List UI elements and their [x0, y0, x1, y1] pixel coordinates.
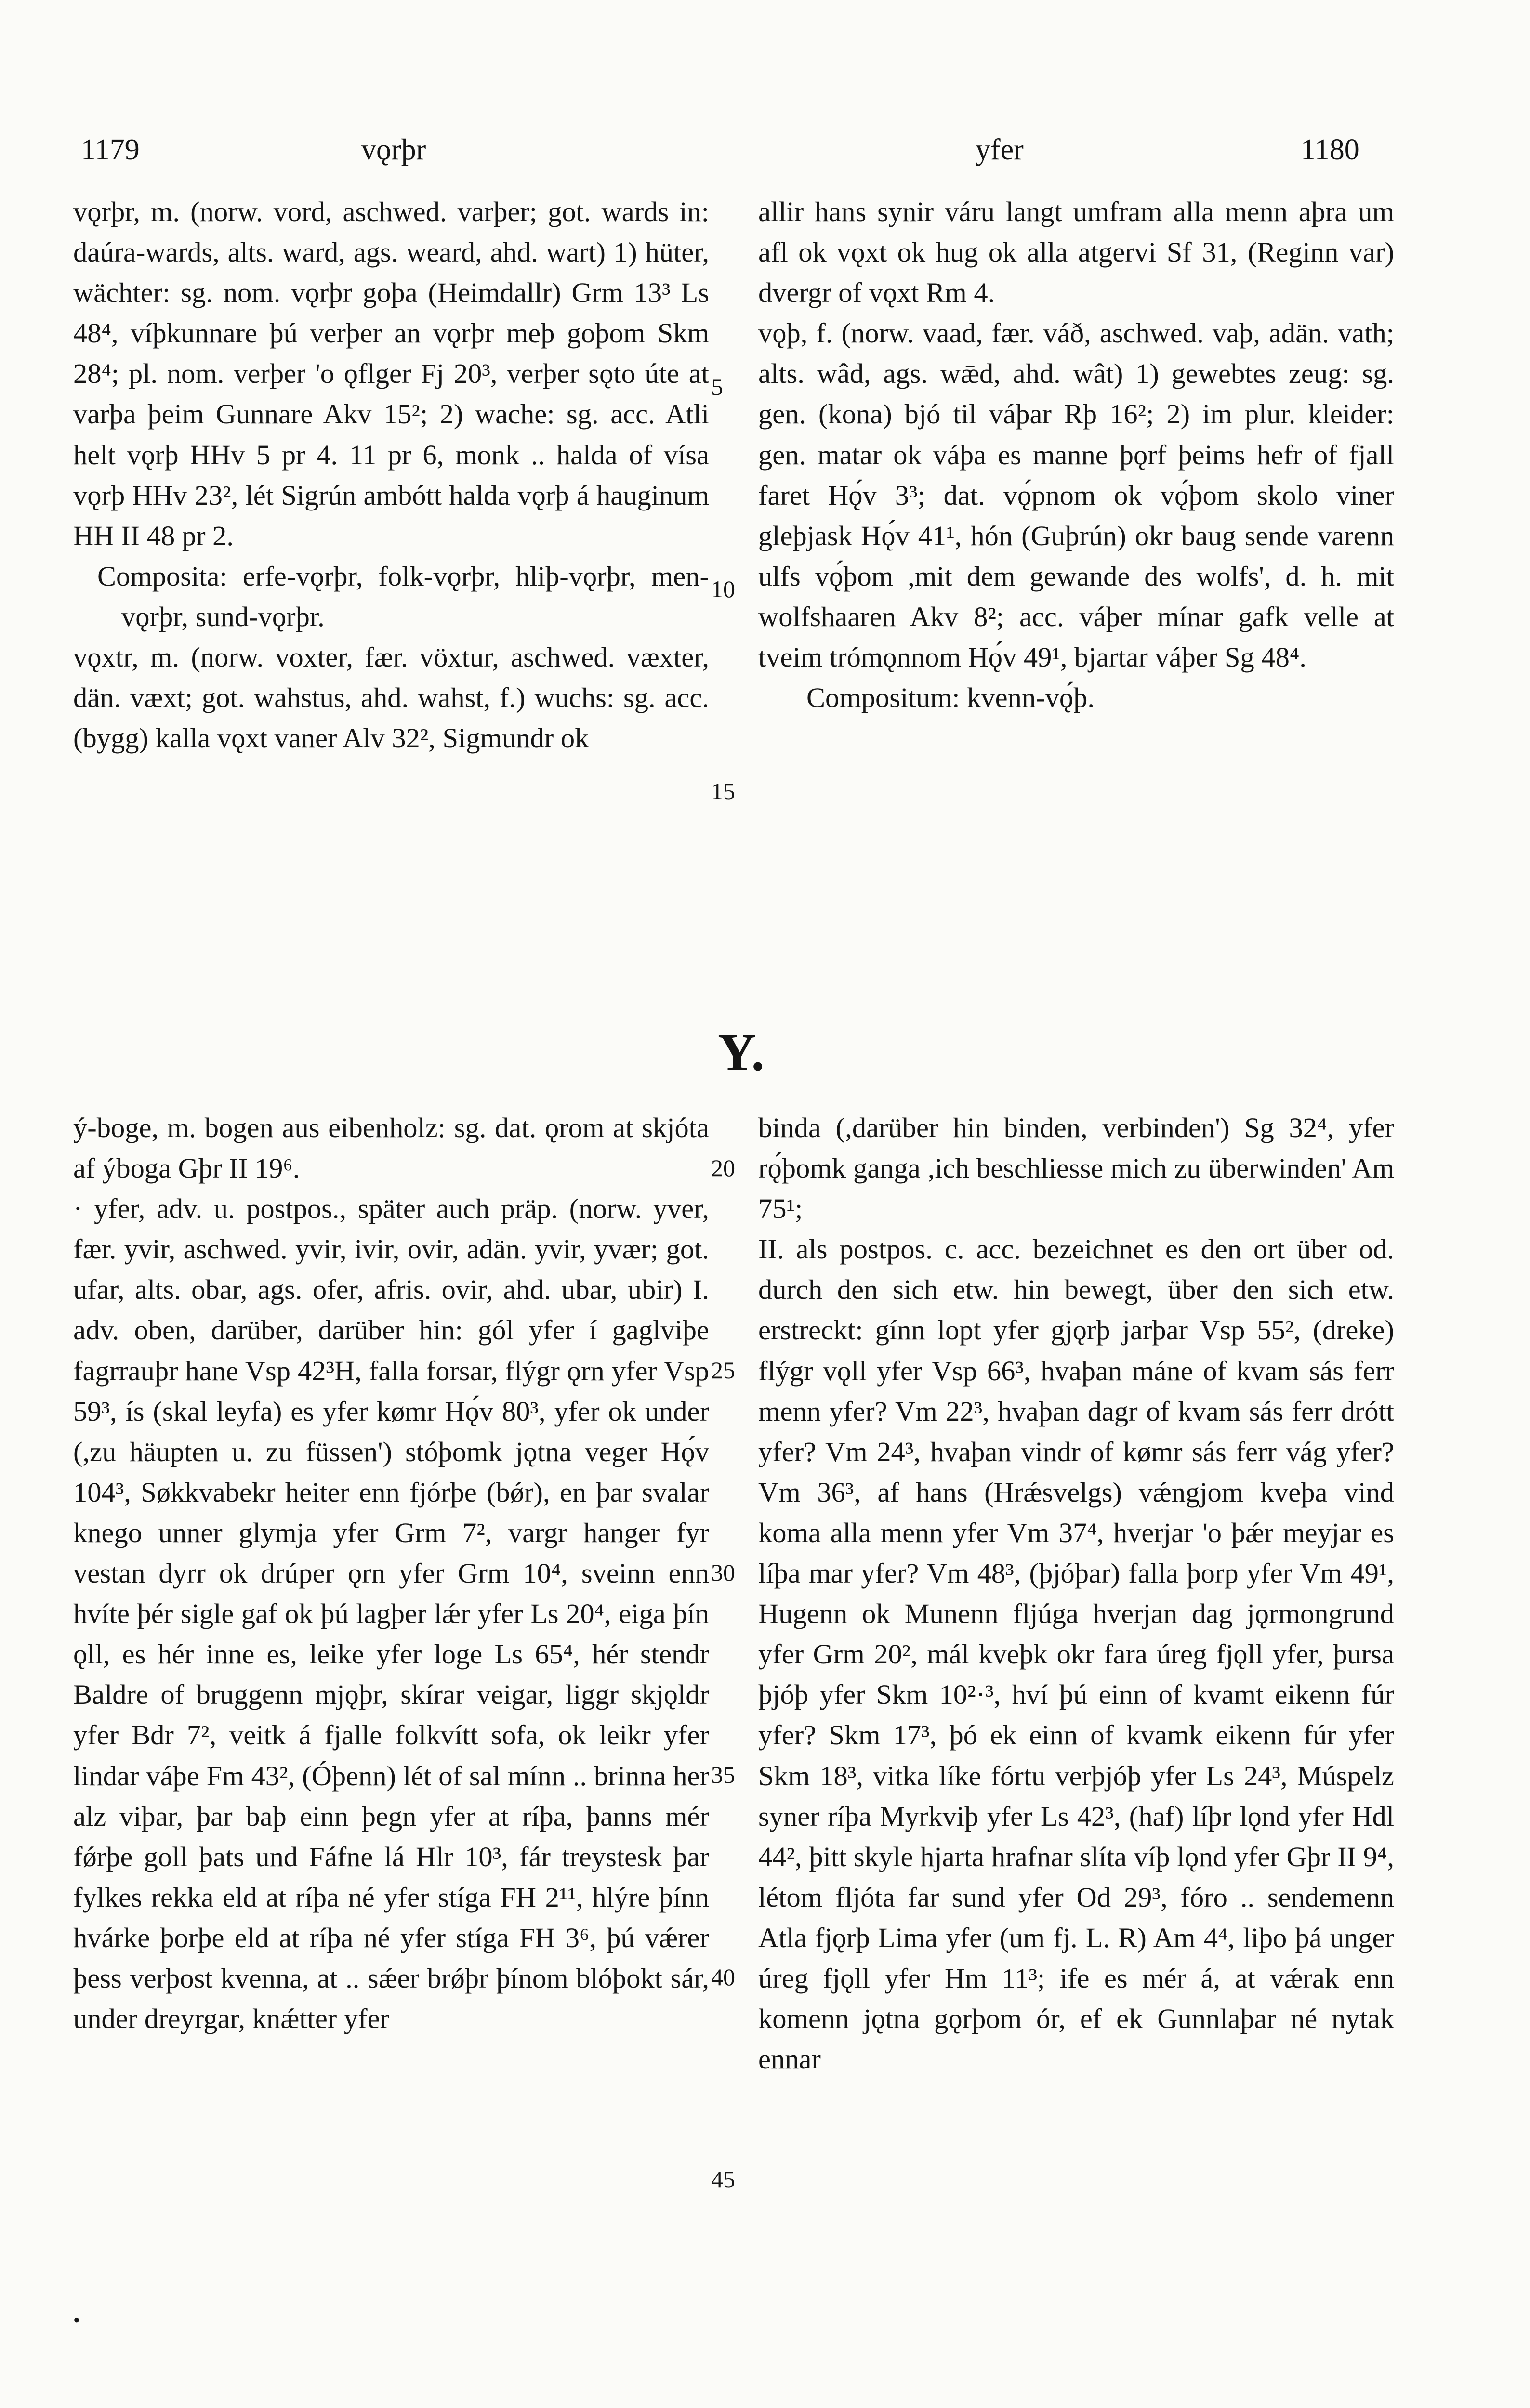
running-head-right: yfer: [976, 133, 1024, 166]
line-number: 25: [711, 1357, 735, 1384]
entry-voxtr-continued: allir hans synir váru langt umfram alla menn aþra um afl ok vǫxt ok hug ok alla atgervi Sf 31, (Reginn var) dvergr of vǫxt Rm 4.: [758, 196, 1394, 309]
composita-vordr: Composita: erfe-vǫrþr, folk-vǫrþr, hliþ-vǫrþr, men-vǫrþr, sund-vǫrþr.: [97, 560, 709, 632]
entry-yfer: · yfer, adv. u. postpos., später auch präp. (norw. yver, fær. yvir, aschwed. yvir, ivir, ovir, adän. yvir, yvær; got. ufar, alts. obar, ags. ofer, afris. ovir, ahd. ubar, ubir) I. adv. oben, darüber, darüber hin: gól yfer í gaglviþe fagrrauþr hane Vsp 42³H, falla forsar, flýgr ǫrn yfer Vsp 59³, ís (skal leyfa) es yfer kømr Hǫ́v 80³, yfer ok under (,zu häupten u. zu füssen') stóþomk jǫtna veger Hǫ́v 104³, Søkkvabekr heiter enn fjórþe (bǿr), en þar svalar knego unner glymja yfer Grm 7², vargr hanger fyr vestan dyrr ok drúper ǫrn yfer Grm 10⁴, sveinn enn hvíte þér sigle gaf ok þú lagþer lǽr yfer Ls 20⁴, eiga þín ǫll, es hér inne es, leike yfer loge Ls 65⁴, hér stendr Baldre of bruggenn mjǫþr, skírar veigar, liggr skjǫldr yfer Bdr 7², veitk á fjalle folkvítt sofa, ok leikr yfer lindar váþe Fm 43², (Óþenn) lét of sal mínn .. brinna her alz viþar, þar baþ einn þegn yfer at ríþa, þanns mér fǿrþe goll þats und Fáfne lá Hlr 10³, fár treystesk þar fylkes rekka eld at ríþa né yfer stíga FH 2¹¹, hlýre þínn hvárke þorþe eld at ríþa né yfer stíga FH 3⁶, þú vǽrer þess verþost kvenna, at .. sǽer brǿþr þínom blóþokt sár, under dreyrgar, knǽtter yfer: [73, 1193, 709, 2035]
line-number: 30: [711, 1559, 735, 1586]
line-number: 40: [711, 1963, 735, 1990]
compositum-vod: Compositum: kvenn-vǫ́þ.: [806, 682, 1095, 714]
column-right-top: [758, 192, 1394, 718]
line-number: 20: [711, 1154, 735, 1181]
column-left-top: [73, 192, 709, 759]
entry-vod: vǫþ, f. (norw. vaad, fær. váð, aschwed. vaþ, adän. vath; alts. wâd, ags. wǣd, ahd. wât) 1) gewebtes zeug: sg. gen. (kona) bjó til váþar Rþ 16²; 2) im plur. kleider: gen. matar ok váþa es manne þǫrf þeims hefr of fjall faret Hǫ́v 3³; dat. vǫ́pnom ok vǫ́þom skolo viner gleþjask Hǫ́v 41¹, hón (Guþrún) okr baug sende varenn ulfs vǫ́þom ,mit dem gewande des wolfs', d. h. mit wolfshaaren Akv 8²; acc. váþer mínar gafk velle at tveim trómǫnnom Hǫ́v 49¹, bjartar váþer Sg 48⁴.: [758, 317, 1394, 673]
column-right-bottom: [758, 1108, 1394, 2080]
page-number-right: 1180: [1301, 133, 1359, 166]
line-number: 15: [711, 778, 735, 805]
entry-yfer-continued: binda (,darüber hin binden, verbinden') Sg 32⁴, yfer rǫ́þomk ganga ,ich beschliesse mich zu überwinden' Am 75¹;: [758, 1112, 1394, 1225]
stray-mark: •: [73, 2309, 80, 2331]
line-number: 35: [711, 1761, 735, 1788]
line-number: 10: [711, 576, 735, 602]
entry-vordr: vǫrþr, m. (norw. vord, aschwed. varþer; got. wards in: daúra-wards, alts. ward, ags. weard, ahd. wart) 1) hüter, wächter: sg. nom. vǫrþr goþa (Heimdallr) Grm 13³ Ls 48⁴, víþkunnare þú verþer an vǫrþr meþ goþom Skm 28⁴; pl. nom. verþer 'o ǫflger Fj 20³, verþer sǫto úte at varþa þeim Gunnare Akv 15²; 2) wache: sg. acc. Atli helt vǫrþ HHv 5 pr 4. 11 pr 6, monk .. halda of vísa vǫrþ HHv 23², lét Sigrún ambótt halda vǫrþ á hauginum HH II 48 pr 2.: [73, 196, 709, 551]
line-number: 45: [711, 2166, 735, 2193]
column-left-bottom: [73, 1108, 709, 2039]
entry-yfer-postpos: II. als postpos. c. acc. bezeichnet es den ort über od. durch den sich etw. hin bewegt, über den sich etw. erstreckt: gínn lopt yfer gjǫrþ jarþar Vsp 55², (dreke) flýgr vǫll yfer Vsp 66³, hvaþan máne of kvam sás ferr menn yfer? Vm 22³, hvaþan dagr of kvam sás ferr drótt yfer? Vm 24³, hvaþan vindr of kømr sás ferr vág yfer? Vm 36³, af hans (Hrǽsvelgs) vǽngjom kveþa vind koma alla menn yfer Vm 37⁴, hverjar 'o þǽr meyjar es líþa mar yfer? Vm 48³, (þjóþar) falla þorp yfer Vm 49¹, Hugenn ok Munenn fljúga hverjan dag jǫrmongrund yfer Grm 20², mál kveþk okr fara úreg fjǫll yfer, þursa þjóþ yfer Skm 10²·³, hví þú einn of kvamt eikenn fúr yfer? Skm 17³, þó ek einn of kvamk eikenn fúr yfer Skm 18³, vitka líke fórtu verþjóþ yfer Ls 24³, Múspelz syner ríþa Myrkviþ yfer Ls 42³, (haf) líþr lǫnd yfer Hdl 44², þitt skyle hjarta hrafnar slíta víþ lǫnd yfer Gþr II 9⁴, létom fljóta far sund yfer Od 29³, fóro .. sendemenn Atla fjǫrþ Lima yfer (um fj. L. R) Am 4⁴, liþo þá unger úreg fjǫll yfer Hm 11³; ife es mér á, at vǽrak enn komenn jǫtna gǫrþom ór, ef ek Gunnlaþar né nytak ennar: [758, 1233, 1394, 2075]
section-letter: Y.: [718, 1023, 765, 1082]
entry-voxtr: vǫxtr, m. (norw. voxter, fær. vöxtur, aschwed. væxter, dän. væxt; got. wahstus, ahd. wahst, f.) wuchs: sg. acc. (bygg) kalla vǫxt vaner Alv 32², Sigmundr ok: [73, 641, 709, 754]
line-number: 5: [711, 373, 723, 400]
running-head-left: vǫrþr: [361, 133, 426, 166]
page-number-left: 1179: [81, 133, 140, 166]
entry-y-boge: ý-boge, m. bogen aus eibenholz: sg. dat. ǫrom at skjóta af ýboga Gþr II 19⁶.: [73, 1112, 709, 1184]
